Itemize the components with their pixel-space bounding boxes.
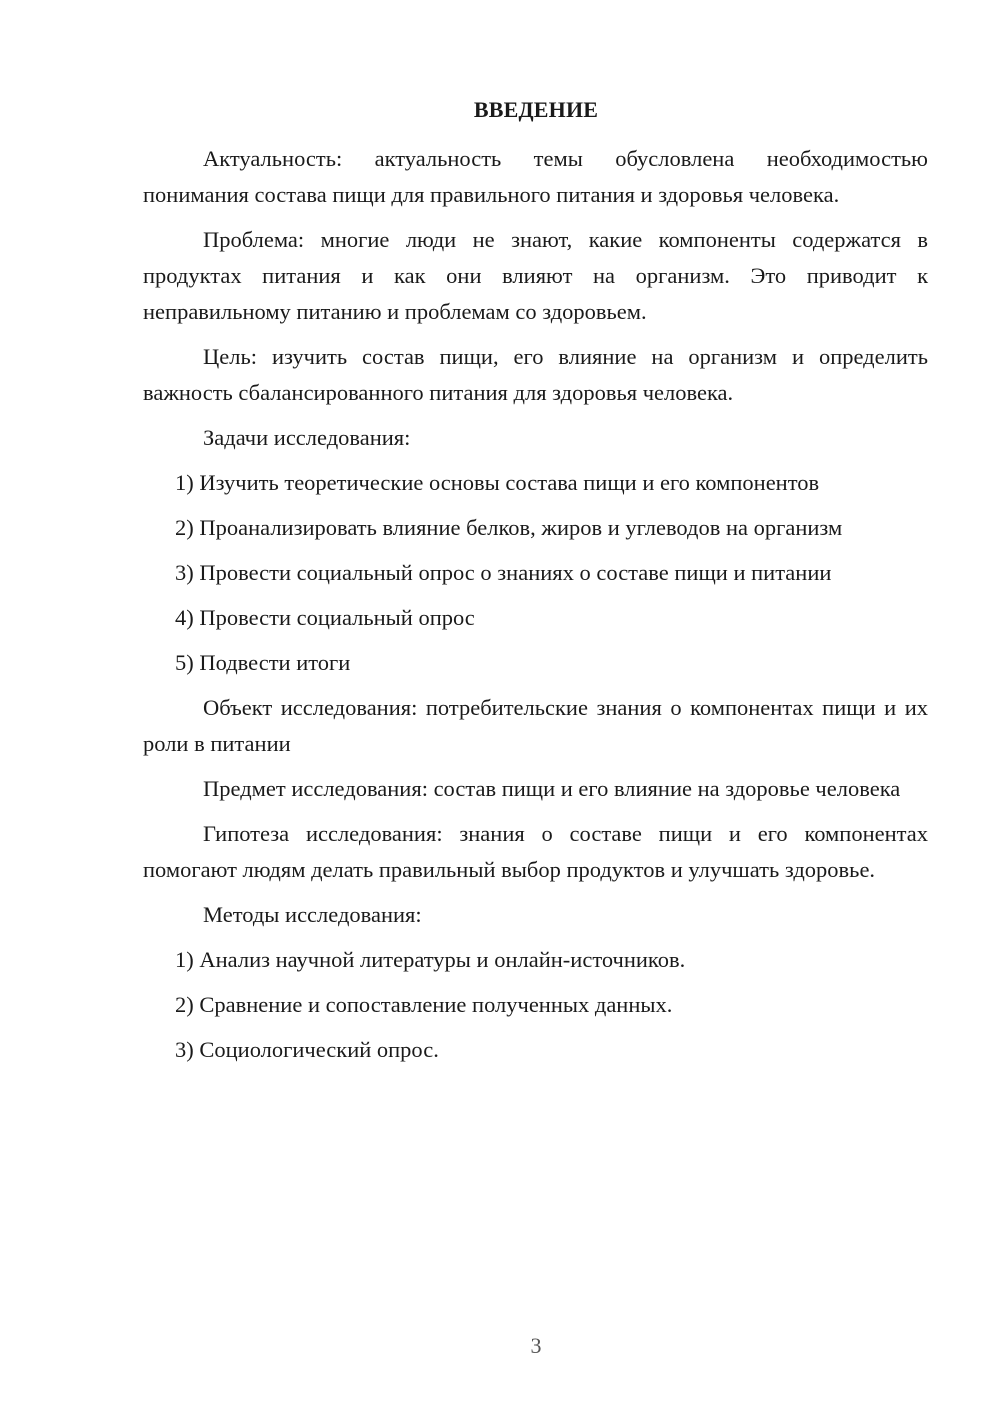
paragraph-relevance: Актуальность: актуальность темы обусловлена необходимостью понимания состава пищи для правильного питания и здоровья человека.: [143, 146, 928, 207]
page-number: 3: [530, 1333, 542, 1358]
list-item: 3) Провести социальный опрос о знаниях о составе пищи и питании: [175, 560, 832, 585]
paragraph-hypothesis: Гипотеза исследования: знания о составе пищи и его компонентах помогают людям делать правильный выбор продуктов и улучшать здоровье.: [143, 821, 928, 882]
list-item: 2) Сравнение и сопоставление полученных данных.: [175, 992, 673, 1017]
paragraph-subject: Предмет исследования: состав пищи и его влияние на здоровье человека: [203, 776, 901, 801]
paragraph-goal: Цель: изучить состав пищи, его влияние на организм и определить важность сбалансированного питания для здоровья человека.: [143, 344, 928, 405]
paragraph-problem: Проблема: многие люди не знают, какие компоненты содержатся в продуктах питания и как они влияют на организм. Это приводит к неправильному питанию и проблемам со здоровьем.: [143, 227, 928, 324]
list-item: 2) Проанализировать влияние белков, жиров и углеводов на организм: [175, 515, 843, 540]
methods-heading: Методы исследования:: [203, 902, 422, 927]
list-item: 3) Социологический опрос.: [175, 1037, 439, 1062]
list-item: 4) Провести социальный опрос: [175, 605, 475, 630]
tasks-heading: Задачи исследования:: [203, 425, 411, 450]
page-content: [143, 141, 928, 1077]
list-item: 5) Подвести итоги: [175, 650, 351, 675]
paragraph-object: Объект исследования: потребительские знания о компонентах пищи и их роли в питании: [143, 695, 928, 756]
list-item: 1) Изучить теоретические основы состава пищи и его компонентов: [175, 470, 820, 495]
methods-list: [143, 942, 928, 1068]
list-item: 1) Анализ научной литературы и онлайн-источников.: [175, 947, 686, 972]
page-title: ВВЕДЕНИЕ: [473, 97, 599, 122]
tasks-list: [143, 465, 928, 681]
